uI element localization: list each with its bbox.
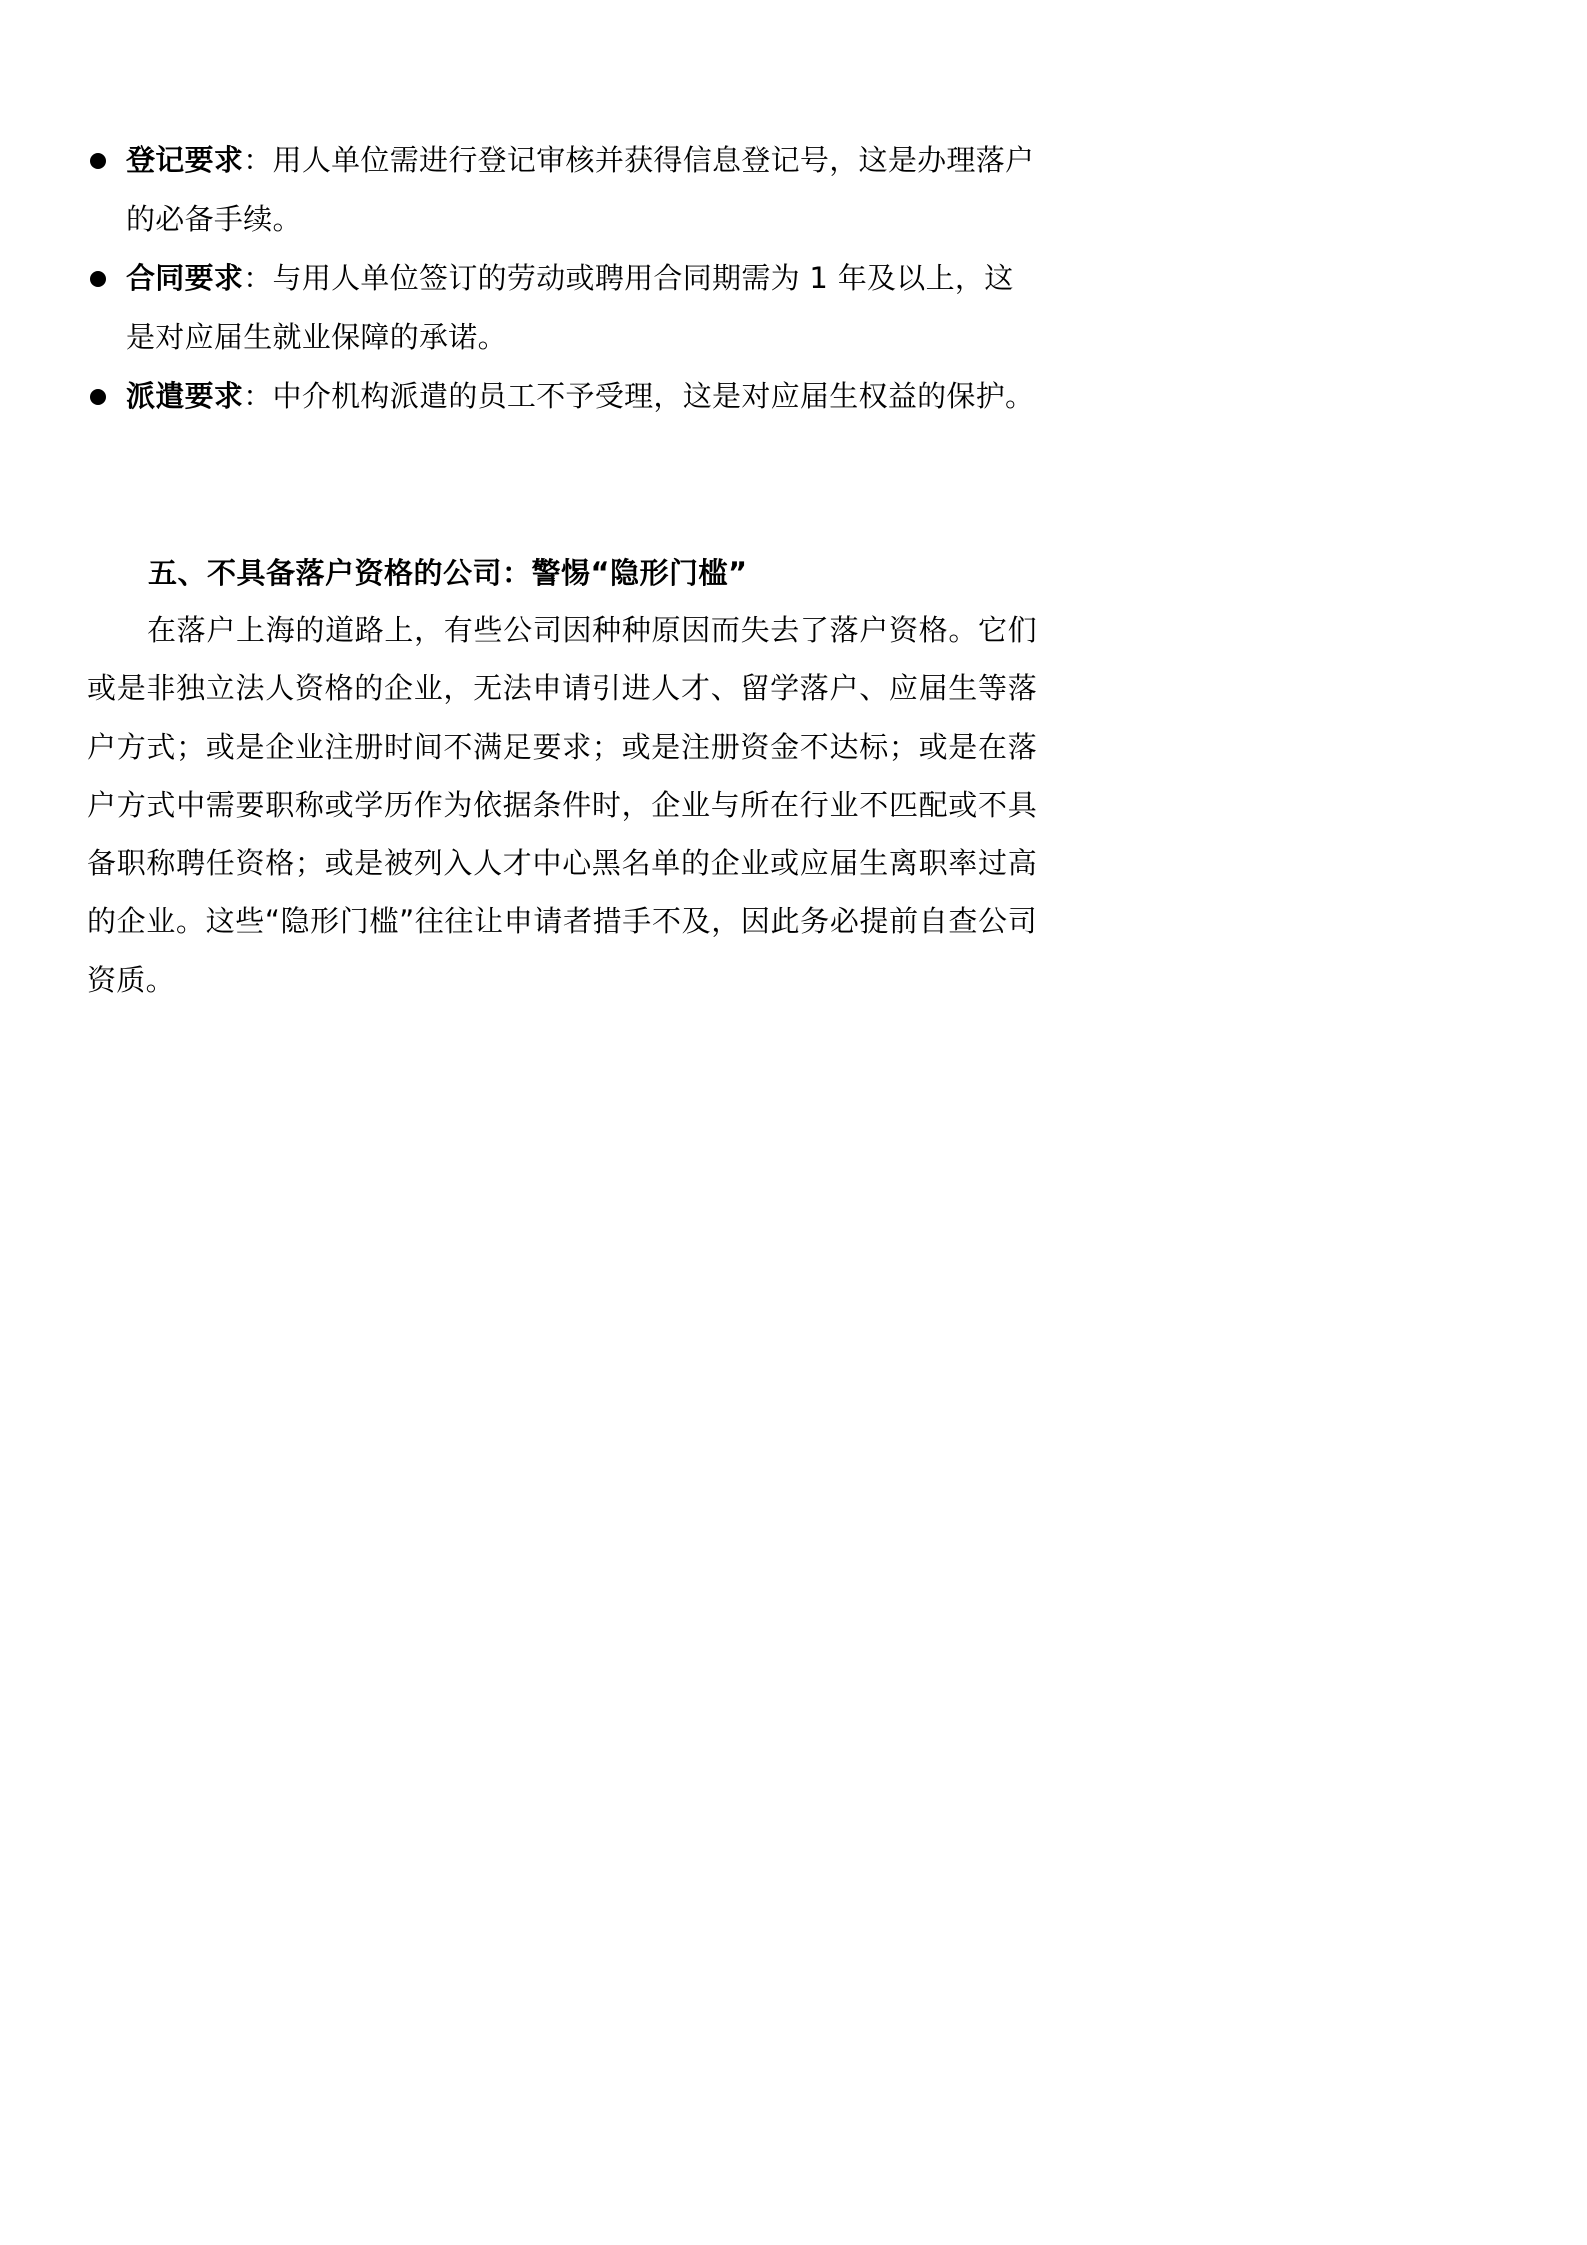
requirement-separator: ：: [243, 143, 273, 177]
requirement-text: 与用人单位签订的劳动或聘用合同期需为 1 年及以上，这是对应届生就业保障的承诺。: [126, 261, 1014, 354]
list-item: [87, 131, 1037, 249]
requirement-text: 中介机构派遣的员工不予受理，这是对应届生权益的保护。: [272, 379, 1035, 413]
body-paragraph: 在落户上海的道路上，有些公司因种种原因而失去了落户资格。它们或是非独立法人资格的企业，无法申请引进人才、留学落户、应届生等落户方式；或是企业注册时间不满足要求；或是注册资金不达标；或是在落户方式中需要职称或学历作为依据条件时，企业与所在行业不匹配或不具备职称聘任资格；或是被列入人才中心黑名单的企业或应届生离职率过高的企业。这些“隐形门槛”往往让申请者措手不及，因此务必提前自查公司资质。: [87, 613, 1037, 997]
requirement-separator: ：: [243, 261, 273, 295]
list-item: [87, 249, 1037, 367]
list-item: [87, 367, 1037, 426]
bullet-icon: [90, 271, 106, 287]
requirement-text: 用人单位需进行登记审核并获得信息登记号，这是办理落户的必备手续。: [126, 143, 1035, 236]
bullet-icon: [90, 153, 106, 169]
document-page: [0, 0, 1111, 1572]
requirements-list: [87, 131, 1037, 426]
requirement-term: 派遣要求: [126, 379, 244, 413]
bullet-icon: [90, 389, 106, 405]
section-heading: 五、不具备落户资格的公司：警惕“隐形门槛”: [148, 556, 748, 590]
requirement-separator: ：: [243, 379, 273, 413]
requirement-term: 合同要求: [126, 261, 244, 295]
requirement-term: 登记要求: [126, 143, 244, 177]
